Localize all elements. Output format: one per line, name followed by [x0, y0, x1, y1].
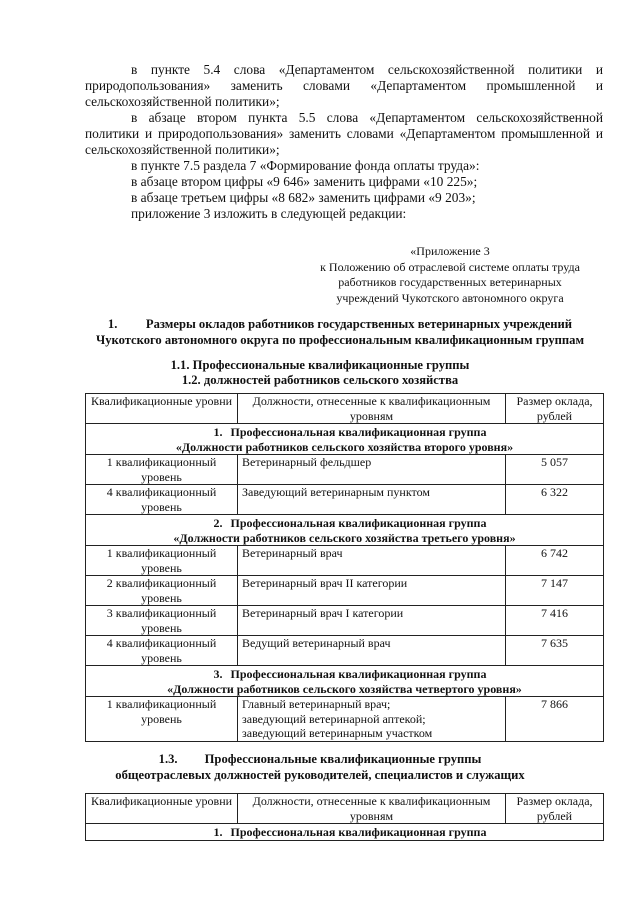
appendix-line-4: учреждений Чукотского автономного округа [336, 290, 564, 305]
subsection-line-2: 1.2. должностей работников сельского хозяйства [181, 373, 459, 387]
intro-paragraph-1: в пункте 5.4 слова «Департаментом сельскохозяйственной политики и природопользования» заменить словами «Департаментом промышленной и сельскохозяйственной политики»; [85, 62, 603, 109]
table-row [86, 455, 604, 485]
level-cell: 3 квалификационный уровень [86, 606, 238, 636]
position-cell: Заведующий ветеринарным пунктом [238, 485, 506, 515]
header-levels: Квалификационные уровни [86, 394, 238, 424]
level-cell: 1 квалификационный уровень [86, 697, 238, 742]
group-number: 1. [213, 825, 223, 839]
level-cell: 4 квалификационный уровень [86, 485, 238, 515]
intro-paragraph-2: в абзаце втором пункта 5.5 слова «Департаментом сельскохозяйственной политики и природопользования» заменить словами «Департаментом промышленной и сельскохозяйственной политики»; [85, 110, 603, 157]
position-line: Главный ветеринарный врач; [242, 697, 391, 711]
section-1-title [70, 316, 610, 348]
level-cell: 1 квалификационный уровень [86, 546, 238, 576]
position-cell: Ветеринарный врач II категории [238, 576, 506, 606]
position-cell [238, 697, 506, 742]
header-salary: Размер оклада, рублей [506, 394, 604, 424]
salary-cell: 7 416 [506, 606, 604, 636]
intro-paragraph-6: приложение 3 изложить в следующей редакции: [131, 206, 407, 221]
header-salary: Размер оклада, рублей [506, 794, 604, 824]
salary-cell: 6 322 [506, 485, 604, 515]
section-1-number: 1. [107, 317, 118, 331]
group-subtitle: «Должности работников сельского хозяйства третьего уровня» [173, 530, 516, 545]
appendix-line-3: работников государственных ветеринарных [338, 275, 562, 289]
section-1-3-line-2: общеотраслевых должностей руководителей, специалистов и служащих [115, 767, 525, 782]
group-row [86, 824, 604, 841]
table-row [86, 485, 604, 515]
subsection-title [100, 358, 540, 388]
group-row [86, 424, 604, 455]
appendix-line-1: «Приложение 3 [410, 244, 490, 258]
table-row [86, 576, 604, 606]
section-1-3-title [100, 752, 540, 783]
position-line: заведующий ветеринарным участком [242, 726, 433, 740]
group-title: Профессиональная квалификационная группа [230, 667, 487, 681]
appendix-header [300, 244, 600, 306]
appendix-line-2: к Положению об отраслевой системе оплаты труда [320, 259, 580, 274]
salary-table [85, 393, 604, 742]
group-number: 2. [213, 516, 223, 530]
table-row [86, 546, 604, 576]
salary-cell: 7 866 [506, 697, 604, 742]
table-row [86, 636, 604, 666]
subsection-line-1: 1.1. Профессиональные квалификационные группы [170, 358, 470, 372]
table-row [86, 697, 604, 742]
header-positions: Должности, отнесенные к квалификационным уровням [238, 394, 506, 424]
salary-cell: 7 635 [506, 636, 604, 666]
salary-cell: 6 742 [506, 546, 604, 576]
group-subtitle: «Должности работников сельского хозяйства второго уровня» [175, 439, 514, 454]
table-row [86, 606, 604, 636]
header-positions: Должности, отнесенные к квалификационным уровням [238, 794, 506, 824]
group-title: Профессиональная квалификационная группа [230, 825, 487, 839]
salary-table-2 [85, 793, 604, 841]
table-header-row [86, 794, 604, 824]
group-title: Профессиональная квалификационная группа [230, 516, 487, 530]
group-row [86, 666, 604, 697]
section-1-line-1: Размеры окладов работников государственных ветеринарных учреждений [145, 317, 573, 331]
group-number: 3. [213, 667, 223, 681]
position-cell: Ведущий ветеринарный врач [238, 636, 506, 666]
table-header-row [86, 394, 604, 424]
salary-cell: 7 147 [506, 576, 604, 606]
section-1-line-2: Чукотского автономного округа по профессиональным квалификационным группам [95, 333, 585, 347]
intro-paragraph-3: в пункте 7.5 раздела 7 «Формирование фонда оплаты труда»: [131, 158, 480, 173]
intro-paragraph-5: в абзаце третьем цифры «8 682» заменить цифрами «9 203»; [131, 190, 476, 205]
position-cell: Ветеринарный врач [238, 546, 506, 576]
position-line: заведующий ветеринарной аптекой; [242, 711, 426, 726]
position-cell: Ветеринарный врач I категории [238, 606, 506, 636]
header-levels: Квалификационные уровни [86, 794, 238, 824]
section-1-3-number: 1.3. [158, 752, 178, 766]
group-subtitle: «Должности работников сельского хозяйства четвертого уровня» [167, 681, 522, 696]
intro-text [85, 62, 603, 222]
group-row [86, 515, 604, 546]
level-cell: 4 квалификационный уровень [86, 636, 238, 666]
level-cell: 1 квалификационный уровень [86, 455, 238, 485]
intro-paragraph-4: в абзаце втором цифры «9 646» заменить цифрами «10 225»; [131, 174, 478, 189]
salary-cell: 5 057 [506, 455, 604, 485]
level-cell: 2 квалификационный уровень [86, 576, 238, 606]
position-cell: Ветеринарный фельдшер [238, 455, 506, 485]
group-number: 1. [213, 425, 223, 439]
section-1-3-line-1: Профессиональные квалификационные группы [204, 752, 482, 766]
group-title: Профессиональная квалификационная группа [230, 425, 487, 439]
